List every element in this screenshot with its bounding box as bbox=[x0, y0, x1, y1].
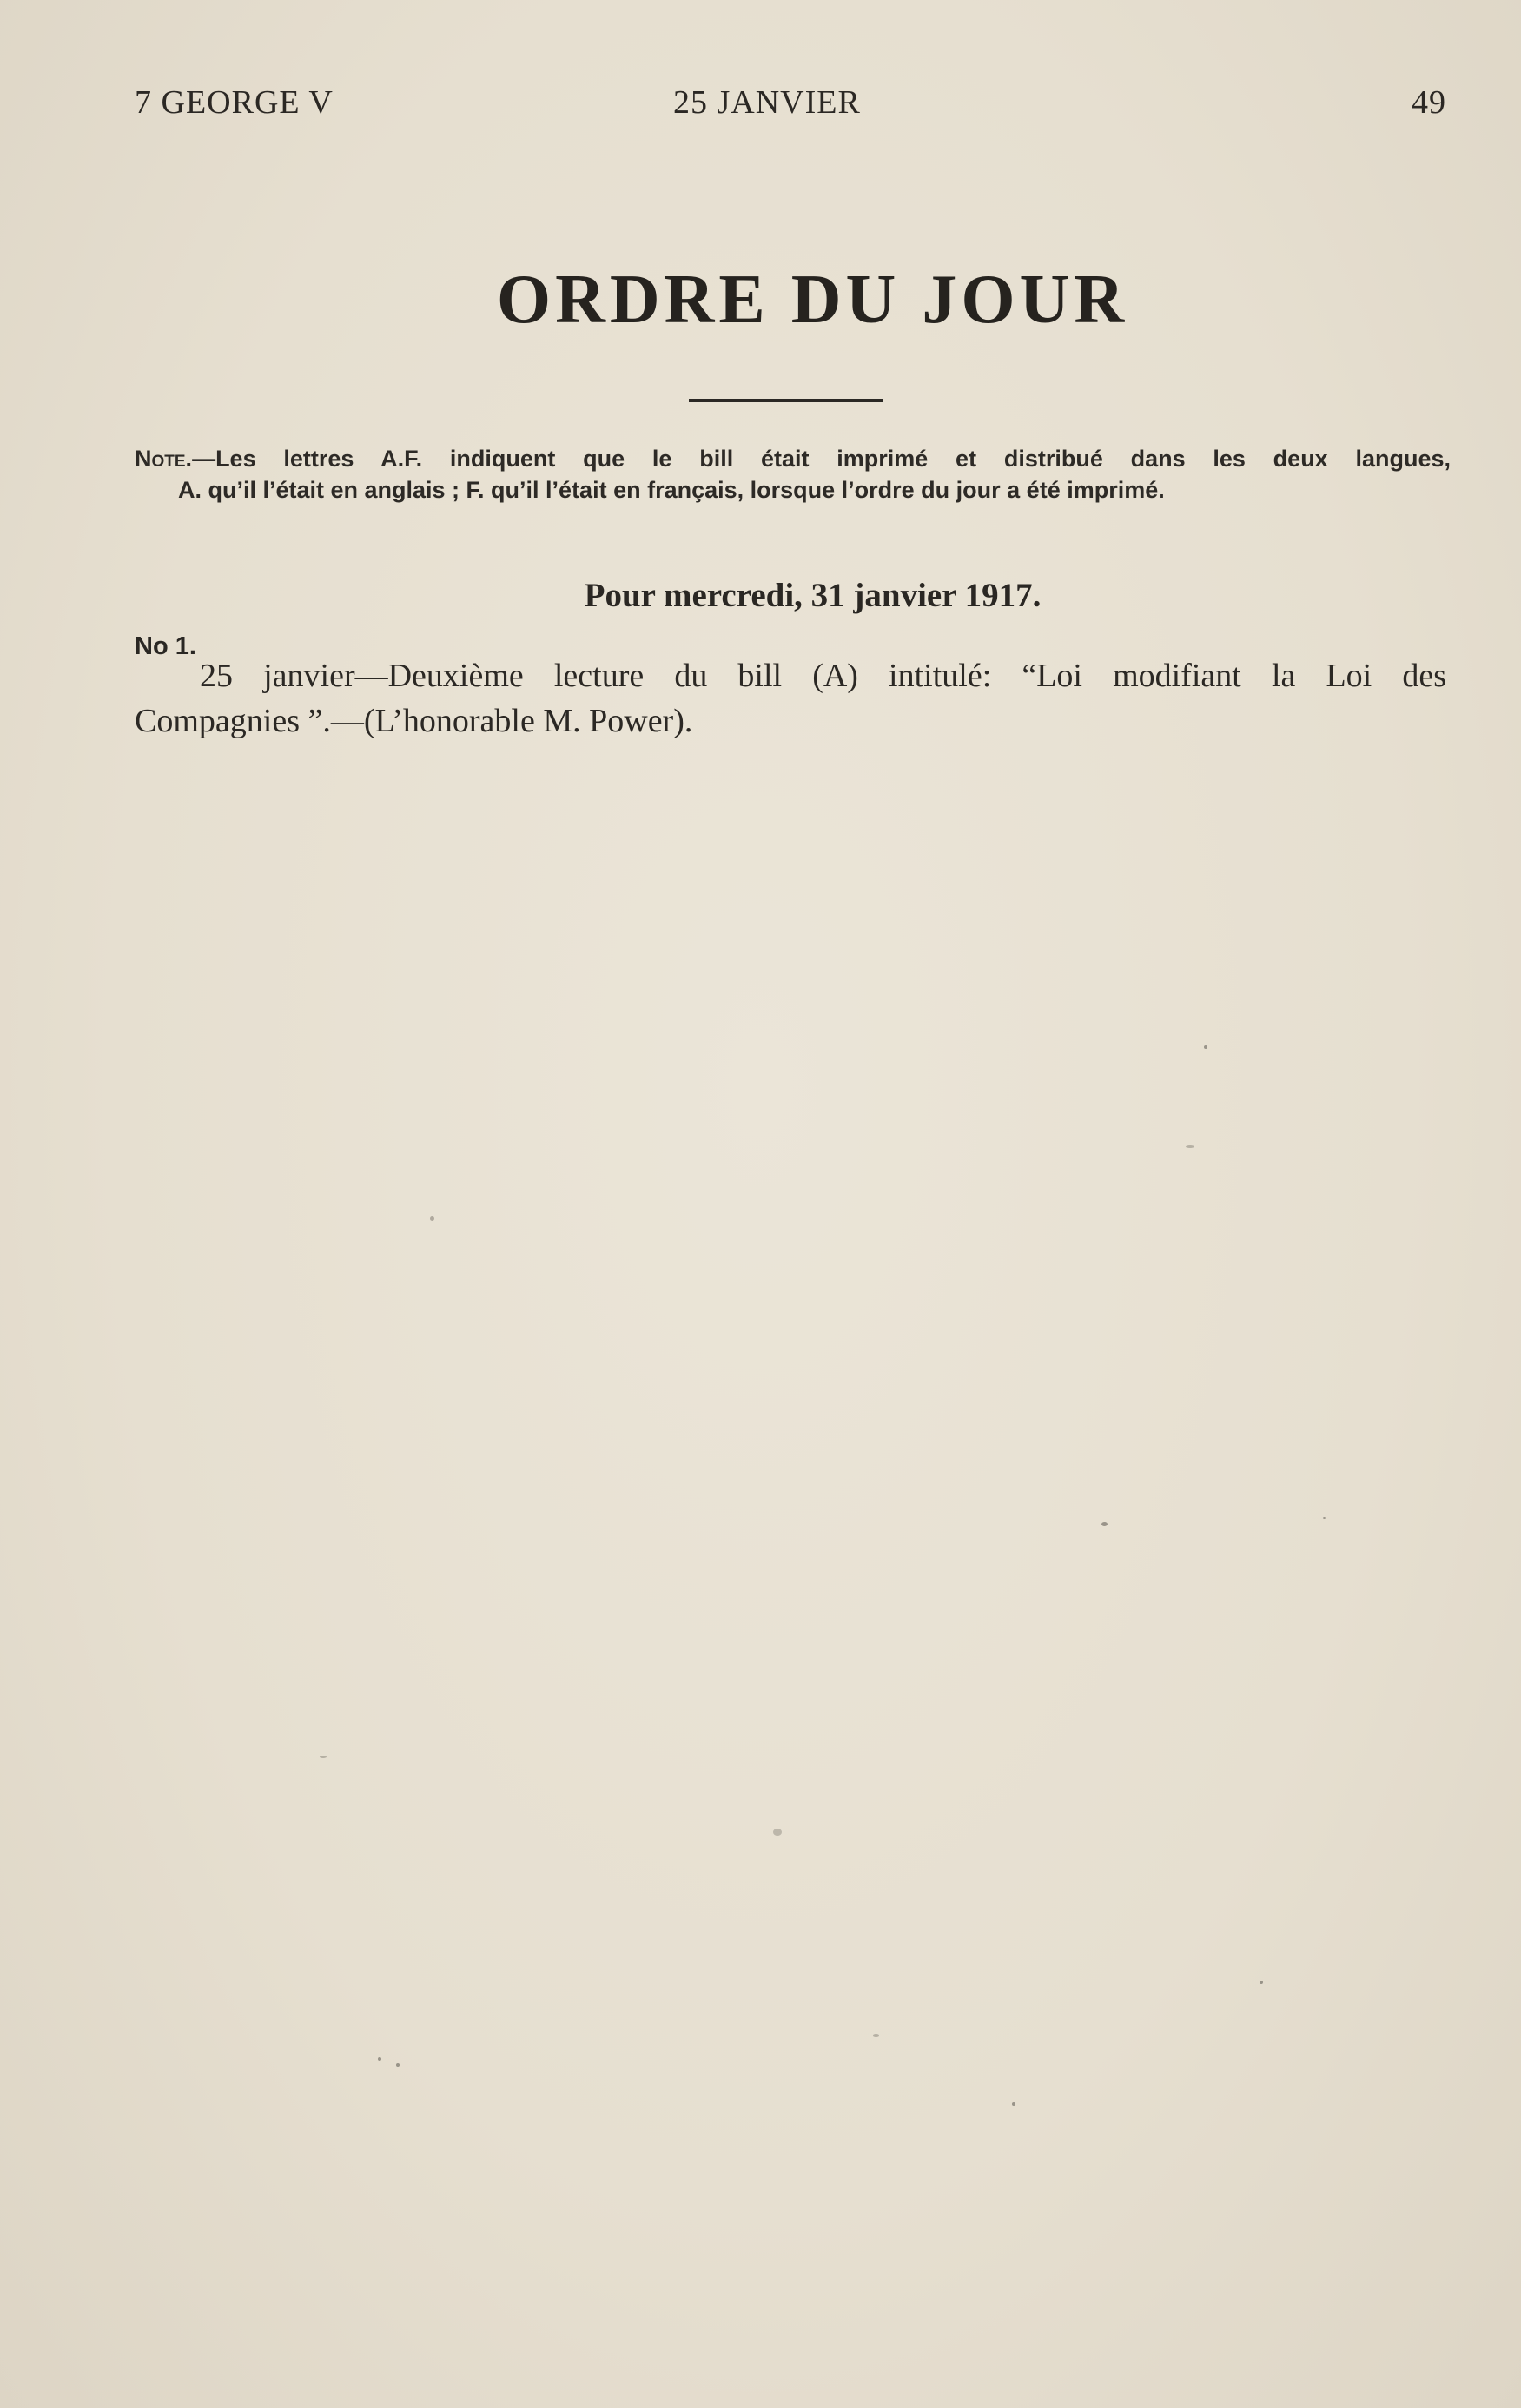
order-item-line-1: 25 janvier—Deuxième lecture du bill (A) intitulé: “Loi modifiant la Loi des bbox=[200, 658, 1446, 694]
note-line-1-text: —Les lettres A.F. indiquent que le bill était imprimé et distribué dans les deux langues, bbox=[192, 446, 1451, 472]
paper-speck bbox=[1323, 1517, 1326, 1519]
order-item-text bbox=[135, 653, 1446, 744]
note-line-2: A. qu’il l’était en anglais ; F. qu’il l’était en français, lorsque l’ordre du jour a été imprimé. bbox=[178, 477, 1165, 503]
paper-speck bbox=[320, 1756, 327, 1758]
paper-speck bbox=[773, 1829, 782, 1836]
note-label: Note. bbox=[135, 446, 193, 472]
page-number: 49 bbox=[1412, 84, 1446, 121]
running-header bbox=[135, 83, 1446, 127]
paper-speck bbox=[873, 2034, 879, 2037]
header-regnal-year: 7 GEORGE V bbox=[135, 84, 334, 121]
order-item-line-2: Compagnies ”.—(L’honorable M. Power). bbox=[135, 703, 693, 739]
paper-speck bbox=[396, 2063, 400, 2067]
title-rule-divider bbox=[689, 399, 883, 402]
paper-speck bbox=[1204, 1045, 1207, 1049]
header-date: 25 JANVIER bbox=[673, 84, 861, 121]
note-paragraph bbox=[135, 443, 1451, 506]
paper-speck bbox=[1101, 1522, 1108, 1526]
order-item-number: No 1. bbox=[135, 632, 196, 660]
paper-speck bbox=[1012, 2102, 1015, 2106]
paper-speck bbox=[1186, 1145, 1194, 1148]
paper-speck bbox=[1260, 1981, 1263, 1984]
note-line-1 bbox=[135, 443, 1451, 474]
paper-speck bbox=[378, 2057, 381, 2061]
page-title: ORDRE DU JOUR bbox=[496, 261, 1129, 338]
paper-speck bbox=[430, 1216, 434, 1221]
sitting-date-heading: Pour mercredi, 31 janvier 1917. bbox=[584, 577, 1042, 614]
